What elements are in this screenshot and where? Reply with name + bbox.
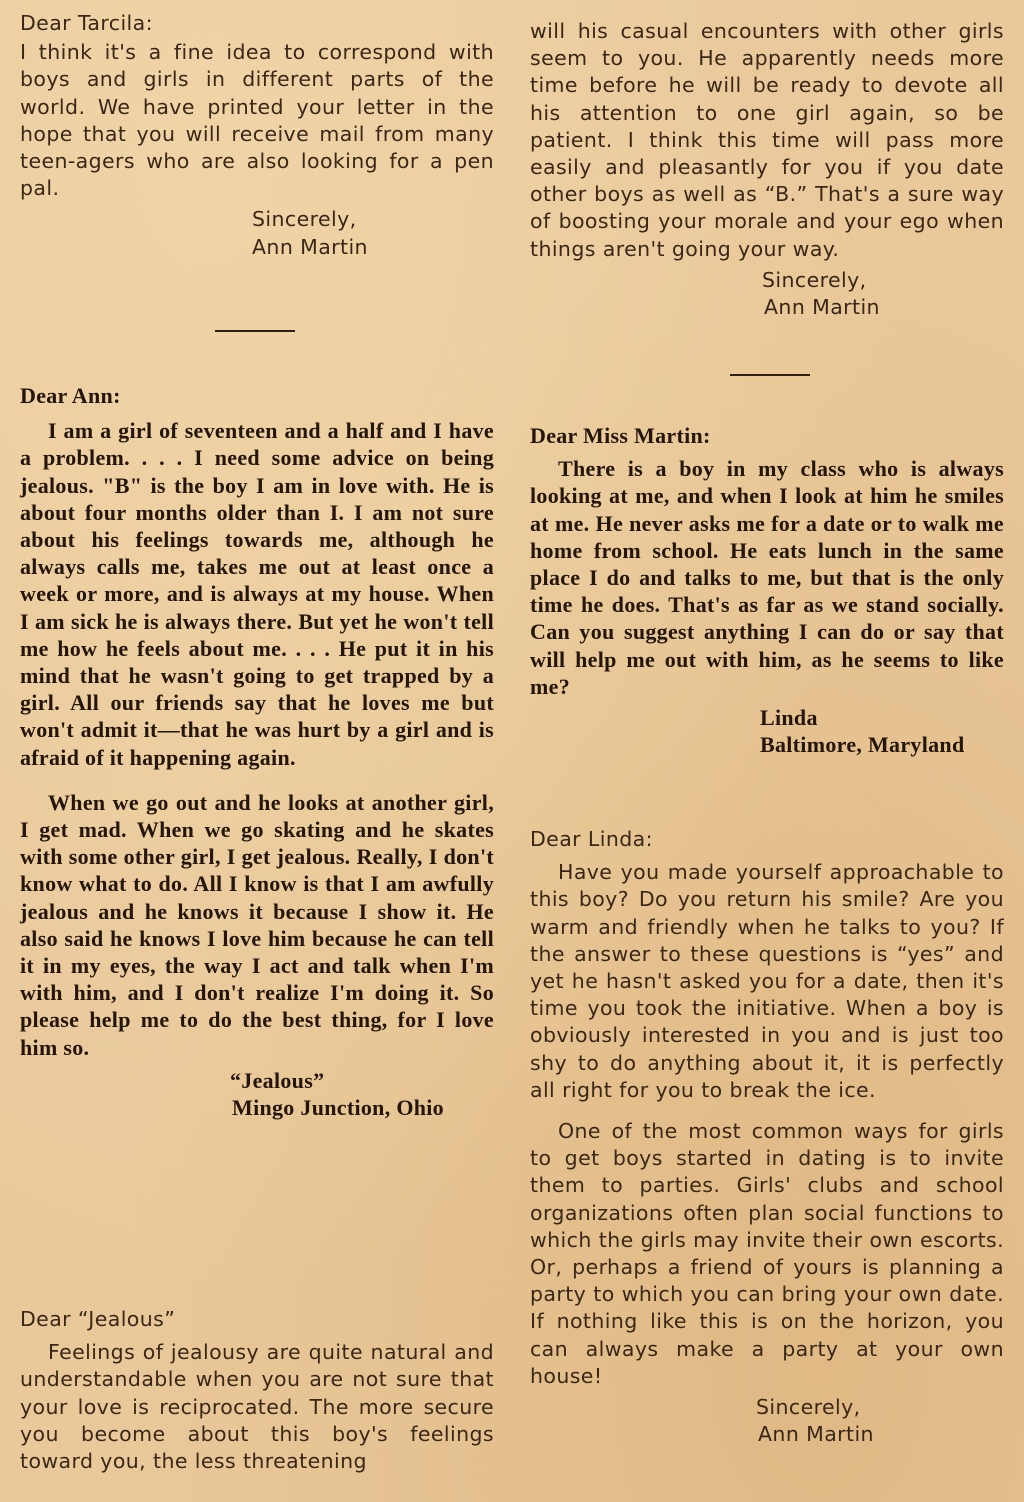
- letter-from-linda: [530, 422, 1004, 758]
- letter-from-jealous: [20, 382, 494, 1121]
- signature: Ann Martin: [252, 234, 368, 259]
- letter-signature: Linda: [760, 705, 818, 731]
- letter-location: Mingo Junction, Ohio: [232, 1095, 444, 1121]
- salutation: Dear “Jealous”: [20, 1307, 176, 1331]
- salutation: Dear Linda:: [530, 827, 653, 851]
- section-divider: [730, 374, 810, 376]
- signature: Ann Martin: [764, 295, 880, 320]
- letter-signature: “Jealous”: [230, 1067, 325, 1093]
- reply-body: Feelings of jealousy are quite natural and understandable when you are not sure that your love is reciprocated. The more secure you become about this boy's feelings toward you, the less threatening: [20, 1340, 494, 1474]
- reply-body: will his casual encounters with other girls seem to you. He apparently needs more time before he will be ready to devote all his attention to one girl again, so be patient. I think this time will pass more easily and pleasantly for you if you date other boys as well as “B.” That's a sure way of boosting your morale and your ego when things aren't going your way.: [530, 19, 1004, 261]
- reply-to-tarcila: [20, 10, 494, 261]
- letter-paragraph: I am a girl of seventeen and a half and I have a problem. . . . I need some advice on being jealous. "B" is the boy I am in love with. He is about four months older than I. I am not sure about his feelings towards me, although he always calls me, takes me out at least once a week or more, and is always at my house. When I am sick he is always there. But yet he won't tell me how he feels about me. . . . He put it in his mind that he wasn't going to get trapped by a girl. All our friends say that he loves me but won't admit it—that he was hurt by a girl and is afraid of it happening again.: [20, 418, 494, 770]
- reply-to-jealous: [20, 1306, 494, 1475]
- letter-body: There is a boy in my class who is always looking at me, and when I look at him he smiles at me. He never asks me for a date or to walk me home from school. He eats lunch in the same place I do and talks to me, but that is the only time he does. That's as far as we stand socially. Can you suggest anything I can do or say that will help me out with him, as he seems to like me?: [530, 456, 1004, 699]
- reply-body: I think it's a fine idea to correspond with boys and girls in different parts of the world. We have printed your letter in the hope that you will receive mail from many teen-agers who are also looking for a pen pal.: [20, 40, 494, 201]
- salutation: Dear Tarcila:: [20, 11, 153, 35]
- closing: Sincerely,: [756, 1395, 861, 1420]
- reply-to-linda: [530, 826, 1004, 1448]
- reply-paragraph: Have you made yourself approachable to this boy? Do you return his smile? Are you warm and friendly when he talks to you? If the answer to these questions is “yes” and yet he hasn't asked you for a date, then it's time you took the initiative. When a boy is obviously interested in you and is just too shy to do anything about it, it is perfectly all right for you to break the ice.: [530, 860, 1004, 1102]
- section-divider: [215, 330, 295, 332]
- letter-location: Baltimore, Maryland: [760, 732, 965, 758]
- signature: Ann Martin: [758, 1422, 874, 1447]
- salutation: Dear Ann:: [20, 383, 121, 408]
- reply-paragraph: One of the most common ways for girls to get boys started in dating is to invite them to parties. Girls' clubs and school organizations often plan social functions to which the girls may invite their own escorts. Or, perhaps a friend of yours is planning a party to which you can bring your own date. If nothing like this is on the horizon, you can always make a party at your own house!: [530, 1119, 1004, 1388]
- salutation: Dear Miss Martin:: [530, 423, 711, 448]
- letter-paragraph: When we go out and he looks at another girl, I get mad. When we go skating and he skates with some other girl, I get jealous. Really, I don't know what to do. All I know is that I am awfully jealous and he knows it because I show it. He also said he knows I love him because he can tell it in my eyes, the way I act and talk when I'm with him, and I don't realize I'm doing it. So please help me to do the best thing, for I love him so.: [20, 789, 494, 1060]
- closing: Sincerely,: [252, 207, 357, 232]
- closing: Sincerely,: [762, 267, 867, 292]
- reply-to-jealous-continued: [530, 18, 1004, 321]
